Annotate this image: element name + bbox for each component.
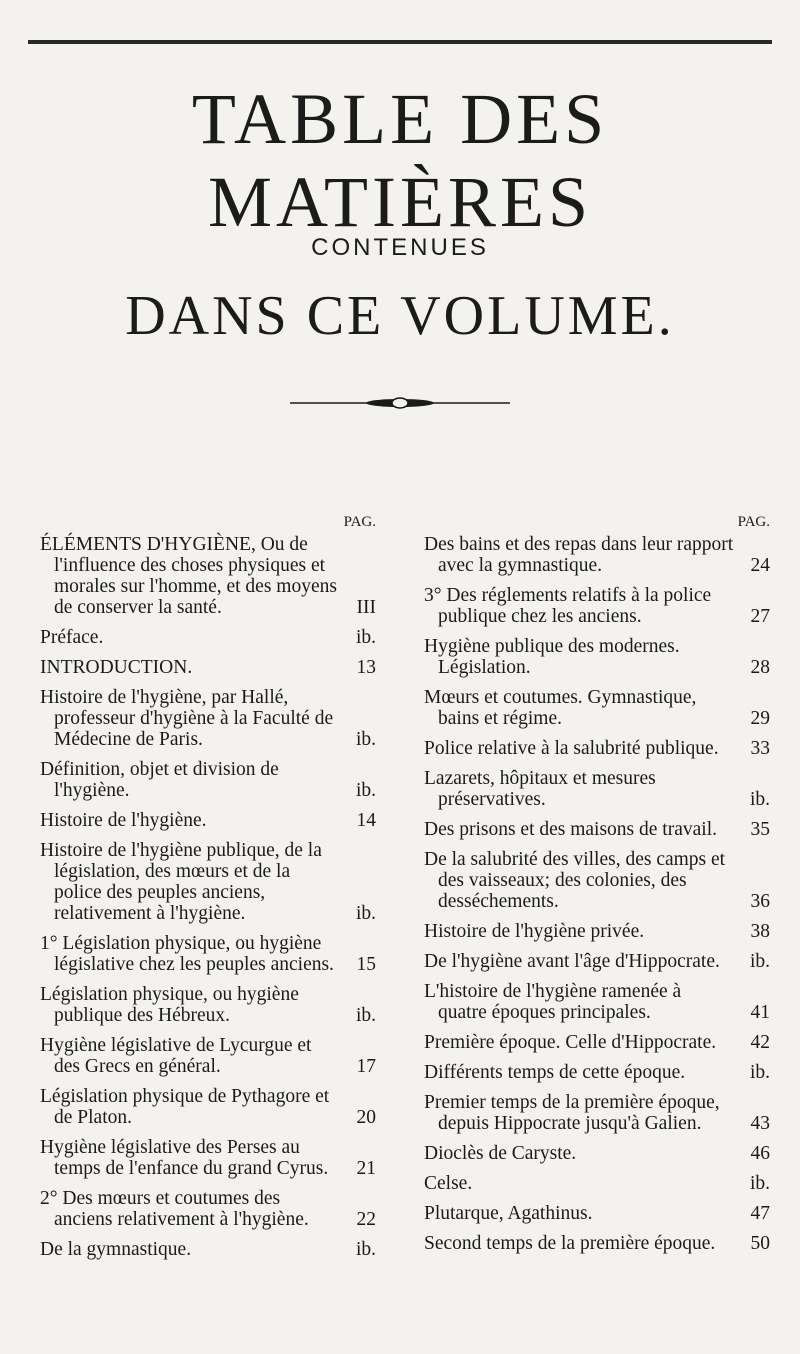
toc-entry-page: 47 <box>750 1203 770 1224</box>
toc-entry <box>424 951 770 972</box>
toc-entry-title: Histoire de l'hygiène, par Hallé, professeur d'hygiène à la Faculté de Médecine de Paris. <box>40 687 334 750</box>
toc-entry <box>424 921 770 942</box>
toc-entry-title: Des bains et des repas dans leur rapport avec la gymnastique. <box>424 534 734 576</box>
toc-entry-page: ib. <box>749 951 770 972</box>
toc-entry-page: 24 <box>750 555 770 576</box>
toc-entry-page: ib. <box>749 1062 770 1083</box>
toc-entry-page: 21 <box>356 1158 376 1179</box>
toc-entry-page: ib. <box>355 729 376 750</box>
toc-entry-page: 35 <box>750 819 770 840</box>
toc-entry-title: 1° Législation physique, ou hygiène législative chez les peuples anciens. <box>40 933 334 975</box>
toc-entry-title: Première époque. Celle d'Hippocrate. <box>424 1032 717 1053</box>
toc-entry-page: 46 <box>750 1143 770 1164</box>
toc-entry-title: 3° Des réglements relatifs à la police publique chez les anciens. <box>424 585 712 627</box>
toc-entry <box>40 840 376 924</box>
toc-entry-page: ib. <box>355 1239 376 1260</box>
toc-entry-title: Premier temps de la première époque, depuis Hippocrate jusqu'à Galien. <box>424 1092 720 1134</box>
toc-entry-page: 41 <box>750 1002 770 1023</box>
toc-entry <box>424 687 770 729</box>
toc-entry-title: De l'hygiène avant l'âge d'Hippocrate. <box>424 951 720 972</box>
toc-entry-page: ib. <box>355 1005 376 1026</box>
toc-entry-title: Histoire de l'hygiène. <box>40 810 207 831</box>
toc-entry <box>424 585 770 627</box>
toc-entry <box>424 1233 770 1254</box>
toc-entry-page: 14 <box>356 810 376 831</box>
toc-entry-page: III <box>356 597 376 618</box>
toc-entry-title: Hygiène publique des modernes. Législation. <box>424 636 680 678</box>
toc-entry <box>40 759 376 801</box>
toc-entry <box>424 1143 770 1164</box>
page-title: TABLE DES MATIÈRES <box>191 79 609 242</box>
toc-entry-title: Second temps de la première époque. <box>424 1233 716 1254</box>
toc-entry <box>40 1035 376 1077</box>
toc-entry-title: Histoire de l'hygiène privée. <box>424 921 645 942</box>
toc-entry <box>40 1239 376 1260</box>
toc-entry <box>40 1137 376 1179</box>
pag-label: PAG. <box>737 514 770 530</box>
toc-entry <box>424 849 770 912</box>
toc-entry <box>424 1173 770 1194</box>
toc-entry <box>40 810 376 831</box>
toc-entry <box>424 636 770 678</box>
toc-column-left <box>40 512 376 1269</box>
toc-entry <box>424 534 770 576</box>
toc-entry-title: Préface. <box>40 627 104 648</box>
toc-entry <box>40 687 376 750</box>
toc-entry-title: Police relative à la salubrité publique. <box>424 738 719 759</box>
toc-entry-title: Mœurs et coutumes. Gymnastique, bains et régime. <box>424 687 697 729</box>
toc-entry <box>40 627 376 648</box>
toc-entry <box>40 657 376 678</box>
toc-column-right <box>424 512 770 1263</box>
toc-entry <box>424 1062 770 1083</box>
toc-entry <box>40 933 376 975</box>
toc-entry-title: Législation physique, ou hygiène publique des Hébreux. <box>40 984 299 1026</box>
toc-entry <box>40 534 376 618</box>
toc-entry-title: INTRODUCTION. <box>40 657 193 678</box>
top-rule <box>28 40 772 44</box>
toc-entry-page: 13 <box>356 657 376 678</box>
toc-entry <box>40 984 376 1026</box>
toc-entry-title: Législation physique de Pythagore et de Platon. <box>40 1086 330 1128</box>
toc-entry <box>424 819 770 840</box>
toc-entry-title: Lazarets, hôpitaux et mesures préservatives. <box>424 768 656 810</box>
toc-entry-title: Des prisons et des maisons de travail. <box>424 819 717 840</box>
title-subtitle: CONTENUES <box>311 234 489 261</box>
toc-entry-page: 36 <box>750 891 770 912</box>
toc-entry-title: De la salubrité des villes, des camps et des vaisseaux; des colonies, des desséchements. <box>424 849 726 912</box>
toc-entry-title: Dioclès de Caryste. <box>424 1143 577 1164</box>
toc-entry-page: 15 <box>356 954 376 975</box>
toc-entry <box>424 768 770 810</box>
toc-entry <box>424 1032 770 1053</box>
toc-entry-page: 20 <box>356 1107 376 1128</box>
toc-entry-page: 28 <box>750 657 770 678</box>
toc-entry <box>40 1086 376 1128</box>
toc-entry-page: 29 <box>750 708 770 729</box>
title-volume: DANS CE VOLUME. <box>125 285 675 347</box>
toc-entry-title: ÉLÉMENTS D'HYGIÈNE, Ou de l'influence des choses physiques et morales sur l'homme, et des moyens de conserver la santé. <box>40 534 337 618</box>
toc-entry <box>424 1092 770 1134</box>
toc-entry-page: 50 <box>750 1233 770 1254</box>
pag-label: PAG. <box>343 514 376 530</box>
ornament-divider <box>290 397 510 409</box>
toc-entry-title: Histoire de l'hygiène publique, de la législation, des mœurs et de la police des peuples anciens, relativement à l'hygiène. <box>40 840 322 924</box>
toc-entry-page: ib. <box>355 627 376 648</box>
toc-entry-page: 17 <box>356 1056 376 1077</box>
toc-entry-page: 33 <box>750 738 770 759</box>
toc-entry-page: ib. <box>749 789 770 810</box>
toc-entry-page: 43 <box>750 1113 770 1134</box>
toc-entry-title: Hygiène législative des Perses au temps de l'enfance du grand Cyrus. <box>40 1137 329 1179</box>
toc-entry-title: 2° Des mœurs et coutumes des anciens relativement à l'hygiène. <box>40 1188 309 1230</box>
toc-entry-page: ib. <box>355 903 376 924</box>
toc-entry <box>40 1188 376 1230</box>
toc-entry-title: Celse. <box>424 1173 473 1194</box>
toc-entry-page: 42 <box>750 1032 770 1053</box>
toc-entry-page: 27 <box>750 606 770 627</box>
toc-entry-page: ib. <box>355 780 376 801</box>
toc-entry-title: Différents temps de cette époque. <box>424 1062 686 1083</box>
toc-entry <box>424 1203 770 1224</box>
toc-entry-page: 22 <box>356 1209 376 1230</box>
toc-entry-title: Hygiène législative de Lycurgue et des Grecs en général. <box>40 1035 312 1077</box>
toc-entry-page: 38 <box>750 921 770 942</box>
toc-entry-title: De la gymnastique. <box>40 1239 192 1260</box>
toc-entry-title: Plutarque, Agathinus. <box>424 1203 593 1224</box>
toc-entry <box>424 981 770 1023</box>
toc-entry-title: Définition, objet et division de l'hygiène. <box>40 759 279 801</box>
toc-entry <box>424 738 770 759</box>
toc-entry-page: ib. <box>749 1173 770 1194</box>
toc-entry-title: L'histoire de l'hygiène ramenée à quatre époques principales. <box>424 981 682 1023</box>
